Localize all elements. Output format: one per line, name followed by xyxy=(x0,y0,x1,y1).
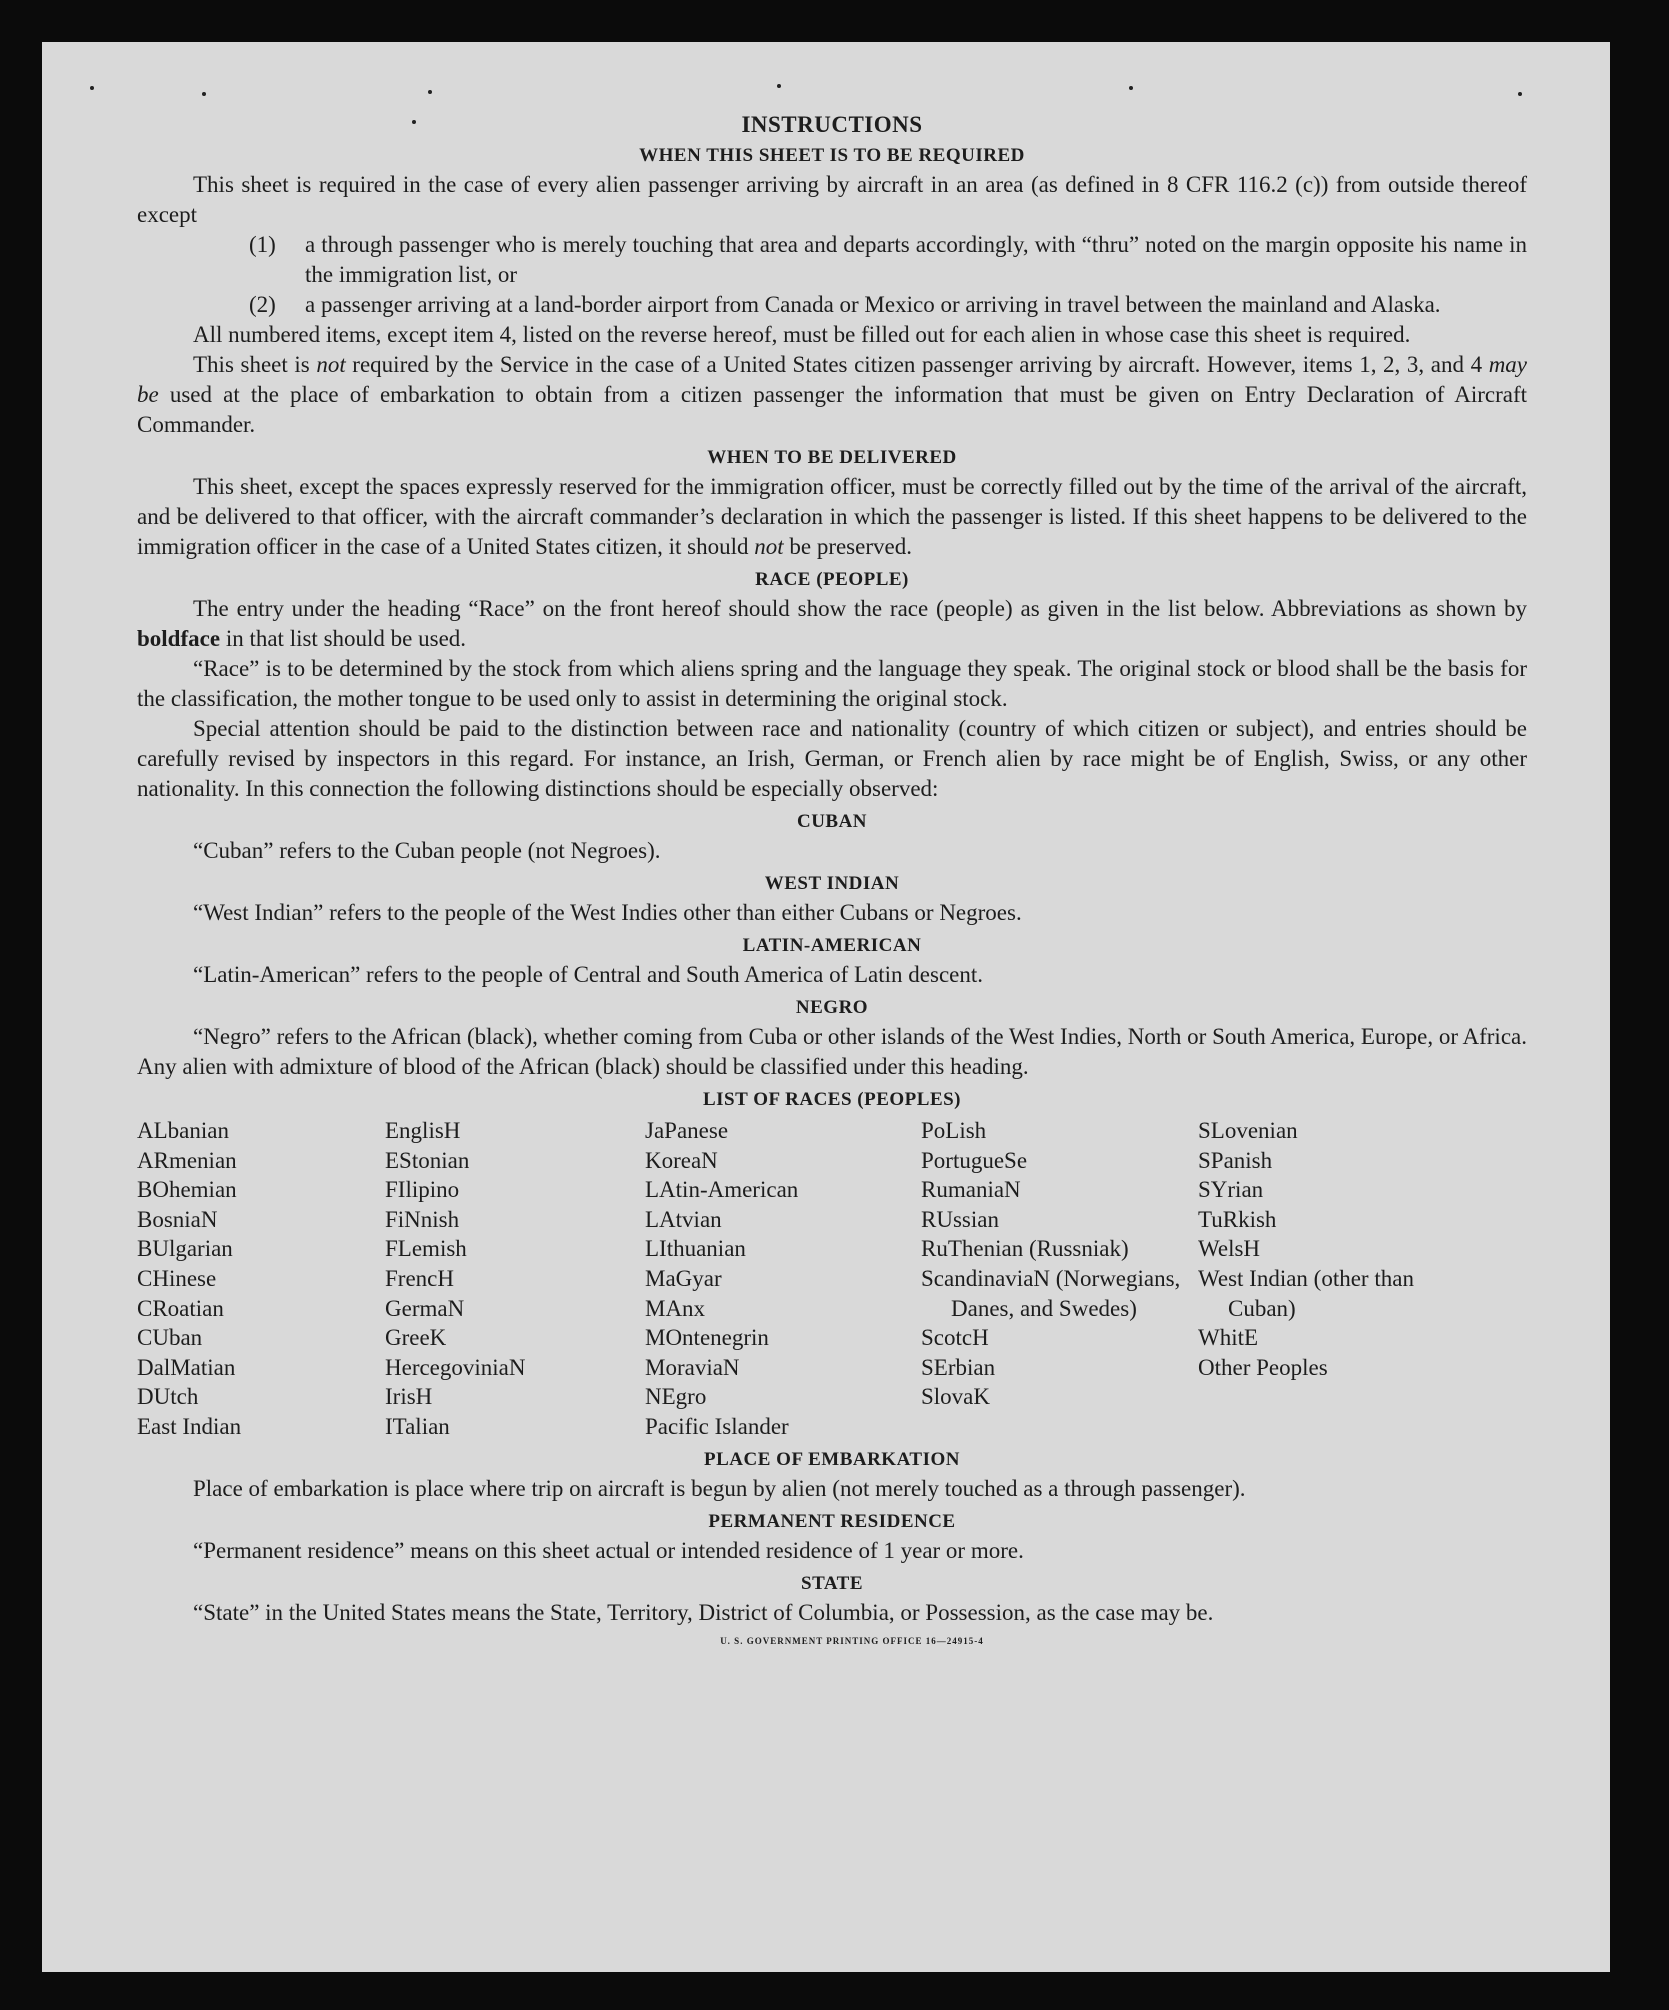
race-entry: CHinese xyxy=(137,1265,217,1291)
heading-cuban: CUBAN xyxy=(796,811,868,832)
speck xyxy=(90,86,94,90)
speck xyxy=(1129,86,1133,90)
race-entry: WhitE xyxy=(1198,1325,1259,1351)
text-run: This sheet is xyxy=(193,352,317,377)
speck xyxy=(428,90,432,94)
heading-latin-american: LATIN-AMERICAN xyxy=(742,935,922,956)
heading-when-required: WHEN THIS SHEET IS TO BE REQUIRED xyxy=(639,145,1025,166)
bold-text: boldface xyxy=(137,626,221,651)
races-column xyxy=(1198,1116,1458,1442)
paragraph xyxy=(137,350,1527,440)
heading-permanent-residence: PERMANENT RESIDENCE xyxy=(708,1510,956,1532)
race-entry: ScandinaviaN (Norwegians, Danes, and Swedes) xyxy=(921,1265,1181,1321)
race-entry: BUlgarian xyxy=(137,1236,233,1262)
speck xyxy=(202,92,206,96)
race-entry: ScotcH xyxy=(921,1325,989,1351)
race-entry: SLovenian xyxy=(1198,1118,1298,1143)
race-entry: MoraviaN xyxy=(645,1354,740,1380)
race-entry: SYrian xyxy=(1198,1177,1264,1203)
race-entry: JaPanese xyxy=(645,1118,729,1143)
race-entry: PortugueSe xyxy=(921,1147,1028,1173)
heading-west-indian: WEST INDIAN xyxy=(764,873,900,894)
race-entry: MaGyar xyxy=(645,1265,722,1291)
race-entry: FiNnish xyxy=(385,1206,460,1232)
race-entry: ARmenian xyxy=(137,1147,237,1173)
race-entry: DUtch xyxy=(137,1384,199,1410)
race-entry: FIlipino xyxy=(385,1177,460,1203)
races-column xyxy=(921,1116,1198,1442)
text-run: This sheet, except the spaces expressly reserved for the immigration officer, must be correctly filled out by the time of the arrival of the aircraft, and be delivered to that officer, with the aircraft commander’s declaration in which the passenger is listed. If this sheet happens to be delivered to the immigration officer in the case of a United States citizen, it should xyxy=(137,474,1527,559)
item-number: (1) xyxy=(249,232,276,257)
races-column xyxy=(385,1116,645,1442)
text-run: required by the Service in the case of a United States citizen passenger arriving by aircraft. However, items 1, 2, 3, and 4 xyxy=(345,352,1489,377)
race-entry: IrisH xyxy=(385,1384,433,1410)
paragraph: “West Indian” refers to the people of the West Indies other than either Cubans or Negroes. xyxy=(193,900,1022,925)
speck xyxy=(1518,92,1522,96)
heading-state: STATE xyxy=(801,1572,863,1594)
race-entry: BOhemian xyxy=(137,1177,237,1203)
race-entry: PoLish xyxy=(921,1118,987,1143)
speck xyxy=(777,84,781,88)
race-entry: LAtin-American xyxy=(645,1177,799,1203)
race-entry: FrencH xyxy=(385,1265,454,1291)
race-entry: EStonian xyxy=(385,1147,470,1173)
text-run: used at the place of embarkation to obtain from a citizen passenger the information that must be given on Entry Declaration of Aircraft Commander. xyxy=(137,382,1527,437)
paragraph: This sheet is required in the case of every alien passenger arriving by aircraft in an area (as defined in 8 CFR 116.2 (c)) from outside thereof except xyxy=(137,172,1527,227)
race-entry: RumaniaN xyxy=(921,1177,1021,1203)
text-run: in that list should be used. xyxy=(220,626,467,651)
race-entry: EnglisH xyxy=(385,1118,461,1143)
race-entry: WelsH xyxy=(1198,1236,1261,1262)
race-entry: ALbanian xyxy=(137,1118,229,1143)
paragraph: Special attention should be paid to the distinction between race and nationality (country of which citizen or subject), and entries should be carefully revised by inspectors in this regard. For instance, an Irish, German, or French alien by race might be of English, Swiss, or any other nationality. In this connection the following distinctions should be especially observed: xyxy=(137,716,1527,801)
race-entry: GreeK xyxy=(385,1325,447,1351)
italic-text: not xyxy=(316,352,346,377)
paragraph: “Cuban” refers to the Cuban people (not Negroes). xyxy=(193,838,661,863)
race-entry: RUssian xyxy=(921,1206,999,1232)
race-entry: ITalian xyxy=(385,1413,450,1439)
race-entry: MAnx xyxy=(645,1295,706,1321)
race-entry: SErbian xyxy=(921,1354,996,1380)
paragraph: “State” in the United States means the State, Territory, District of Columbia, or Possession, as the case may be. xyxy=(193,1599,1214,1625)
race-entry: CUban xyxy=(137,1325,203,1351)
race-entry: KoreaN xyxy=(645,1147,718,1173)
page-title: INSTRUCTIONS xyxy=(741,112,923,137)
paragraph: “Negro” refers to the African (black), whether coming from Cuba or other islands of the West Indies, North or South America, Europe, or Africa. Any alien with admixture of blood of the African (black) should be classified under this heading. xyxy=(137,1024,1527,1079)
race-entry: CRoatian xyxy=(137,1295,224,1321)
italic-text: may be xyxy=(137,352,1528,407)
paragraph: “Permanent residence” means on this sheet actual or intended residence of 1 year or more. xyxy=(193,1537,1024,1563)
item-text: a passenger arriving at a land-border airport from Canada or Mexico or arriving in travel between the mainland and Alaska. xyxy=(305,292,1441,317)
race-entry: FLemish xyxy=(385,1236,467,1262)
race-entry: NEgro xyxy=(645,1384,707,1410)
paragraph: Place of embarkation is place where trip on aircraft is begun by alien (not merely touched as a through passenger). xyxy=(193,1475,1246,1501)
item-number: (2) xyxy=(249,292,276,317)
race-entry: GermaN xyxy=(385,1295,465,1321)
races-column xyxy=(645,1116,921,1442)
instructions-content xyxy=(137,112,1527,1646)
heading-negro: NEGRO xyxy=(795,997,869,1018)
race-entry: Pacific Islander xyxy=(645,1413,789,1439)
text-run: The entry under the heading “Race” on the front hereof should show the race (people) as given in the list below. Abbreviations as shown by xyxy=(193,596,1527,621)
race-entry: Other Peoples xyxy=(1198,1354,1328,1380)
paragraph: “Race” is to be determined by the stock from which aliens spring and the language they speak. The original stock or blood shall be the basis for the classification, the mother tongue to be used only to assist in determining the original stock. xyxy=(137,656,1527,711)
heading-embarkation: PLACE OF EMBARKATION xyxy=(704,1448,960,1470)
race-entry: LIthuanian xyxy=(645,1236,746,1262)
race-entry: SlovaK xyxy=(921,1384,990,1410)
race-entry: BosniaN xyxy=(137,1206,218,1232)
race-entry: TuRkish xyxy=(1198,1206,1277,1232)
heading-list-of-races: LIST OF RACES (PEOPLES) xyxy=(702,1089,962,1110)
race-entry: RuThenian (Russniak) xyxy=(921,1236,1129,1262)
paragraph xyxy=(137,594,1527,654)
race-entry: DalMatian xyxy=(137,1354,236,1380)
italic-text: not xyxy=(754,534,784,559)
race-entry: East Indian xyxy=(137,1413,242,1439)
list-item xyxy=(249,290,1527,320)
item-text: a through passenger who is merely touching that area and departs accordingly, with “thru” noted on the margin opposite his name in the immigration list, or xyxy=(305,232,1527,287)
list-item xyxy=(249,230,1527,290)
races-column xyxy=(137,1116,385,1442)
races-table xyxy=(137,1116,1527,1442)
paragraph: “Latin-American” refers to the people of Central and South America of Latin descent. xyxy=(193,962,983,987)
paragraph: All numbered items, except item 4, listed on the reverse hereof, must be filled out for each alien in whose case this sheet is required. xyxy=(193,322,1411,347)
paragraph xyxy=(137,472,1527,562)
printer-imprint: U. S. GOVERNMENT PRINTING OFFICE 16—24915-4 xyxy=(720,1635,984,1646)
text-run: be preserved. xyxy=(783,534,912,559)
race-entry: LAtvian xyxy=(645,1206,722,1232)
document-page xyxy=(42,42,1610,1972)
heading-when-delivered: WHEN TO BE DELIVERED xyxy=(707,447,957,468)
heading-race: RACE (PEOPLE) xyxy=(755,569,909,590)
race-entry: West Indian (other than Cuban) xyxy=(1198,1265,1414,1321)
race-entry: MOntenegrin xyxy=(645,1325,769,1351)
race-entry: SPanish xyxy=(1198,1147,1273,1173)
race-entry: HercegoviniaN xyxy=(385,1354,526,1380)
